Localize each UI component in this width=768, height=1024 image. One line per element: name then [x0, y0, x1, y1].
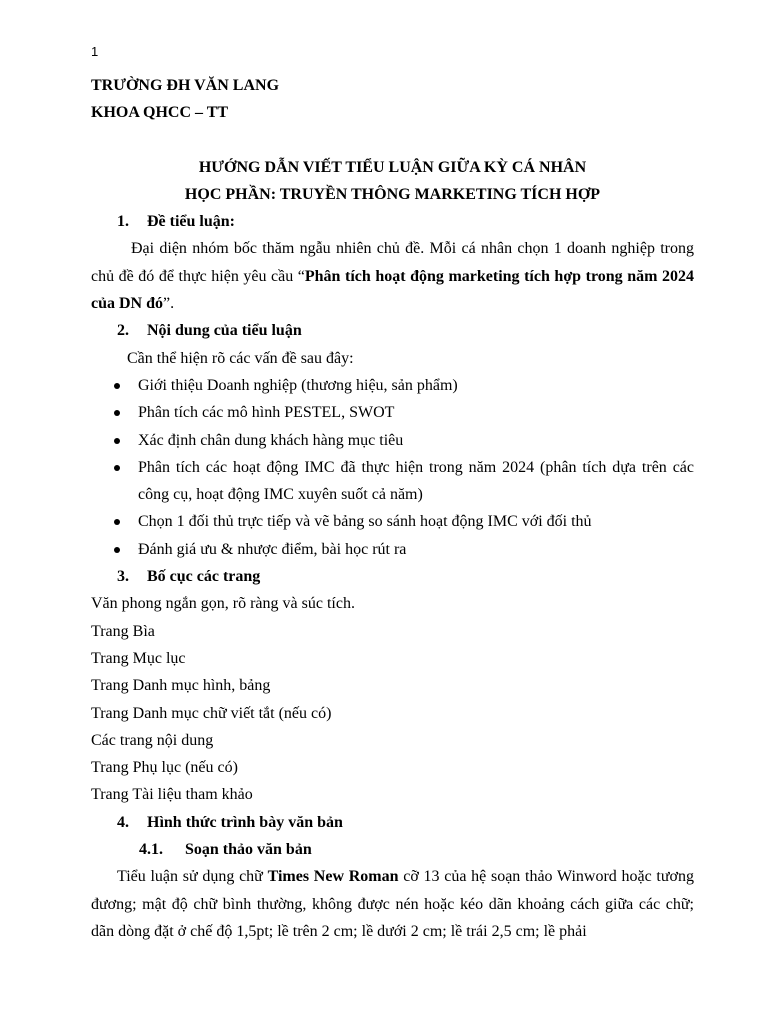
bullet-item: Phân tích các mô hình PESTEL, SWOT [91, 399, 694, 426]
section-2-intro: Cần thể hiện rõ các vấn đề sau đây: [127, 349, 354, 367]
section-3-title: Bố cục các trang [147, 568, 261, 586]
section-4-1-number: 4.1. [139, 841, 163, 859]
section-1-text-end: ”. [163, 295, 175, 313]
section-3-line: Trang Tài liệu tham khảo [91, 786, 253, 804]
section-3-line: Trang Mục lục [91, 649, 186, 667]
section-3-line: Trang Phụ lục (nếu có) [91, 759, 238, 777]
section-1-heading [91, 208, 694, 235]
bullet-item: Phân tích các hoạt động IMC đã thực hiện trong năm 2024 (phân tích dựa trên các công cụ, hoạt động IMC xuyên suốt cả năm) [91, 454, 694, 509]
bullet-item: Chọn 1 đối thủ trực tiếp và vẽ bảng so sánh hoạt động IMC với đối thủ [91, 508, 694, 535]
section-2-bullet-list [91, 372, 694, 563]
section-3-heading [91, 563, 694, 590]
section-1-title: Đề tiểu luận: [147, 213, 235, 231]
faculty-name: KHOA QHCC – TT [91, 104, 229, 122]
section-3-line: Văn phong ngắn gọn, rõ ràng và súc tích. [91, 595, 355, 613]
section-2-title: Nội dung của tiểu luận [147, 322, 302, 340]
section-4-bold-text: Times New Roman [267, 868, 399, 886]
section-3-line: Các trang nội dung [91, 731, 214, 749]
section-4-1-title: Soạn thảo văn bản [185, 841, 312, 859]
section-3-line: Trang Bìa [91, 622, 155, 640]
section-4-heading [91, 809, 694, 836]
bullet-item: Giới thiệu Doanh nghiệp (thương hiệu, sản phẩm) [91, 372, 694, 399]
bullet-item: Xác định chân dung khách hàng mục tiêu [91, 427, 694, 454]
section-3-line: Trang Danh mục hình, bảng [91, 677, 271, 695]
doc-title: HƯỚNG DẪN VIẾT TIỂU LUẬN GIỮA KỲ CÁ NHÂN [198, 158, 587, 176]
section-1-paragraph [91, 235, 694, 317]
doc-subtitle: HỌC PHẦN: TRUYỀN THÔNG MARKETING TÍCH HỢP [184, 185, 601, 203]
section-1-number: 1. [117, 213, 129, 231]
section-3-number: 3. [117, 568, 129, 586]
university-name: TRƯỜNG ĐH VĂN LANG [91, 77, 280, 94]
section-3-line: Trang Danh mục chữ viết tắt (nếu có) [91, 704, 332, 722]
section-4-text-end: cỡ 13 của hệ soạn thảo Winword hoặc tương đương; mật độ chữ bình thường, không được nén hoặc kéo dãn khoảng cách giữa các chữ; dãn dòng đặt ở chế độ 1,5pt; lề trên 2 cm; lề dưới 2 cm; lề trái 2,5 cm; lề phải [91, 868, 694, 940]
section-4-title: Hình thức trình bày văn bản [147, 813, 343, 831]
section-2-heading [91, 317, 694, 344]
section-2-number: 2. [117, 322, 129, 340]
section-4-number: 4. [117, 813, 129, 831]
section-4-1-heading [91, 836, 694, 863]
section-1-text: Đại diện nhóm bốc thăm ngẫu nhiên chủ đề. Mỗi cá nhân chọn 1 doanh nghiệp trong chủ đề đó để thực hiện yêu cầu “ [91, 240, 694, 285]
section-1-bold-text: Phân tích hoạt động marketing tích hợp trong năm 2024 của DN đó [91, 267, 694, 313]
spacer [91, 127, 694, 154]
section-4-text: Tiểu luận sử dụng chữ [117, 868, 268, 886]
section-4-1-paragraph [91, 863, 694, 945]
document-body [91, 72, 694, 945]
bullet-item: Đánh giá ưu & nhược điểm, bài học rút ra [91, 536, 694, 563]
page-number: 1 [91, 44, 99, 59]
